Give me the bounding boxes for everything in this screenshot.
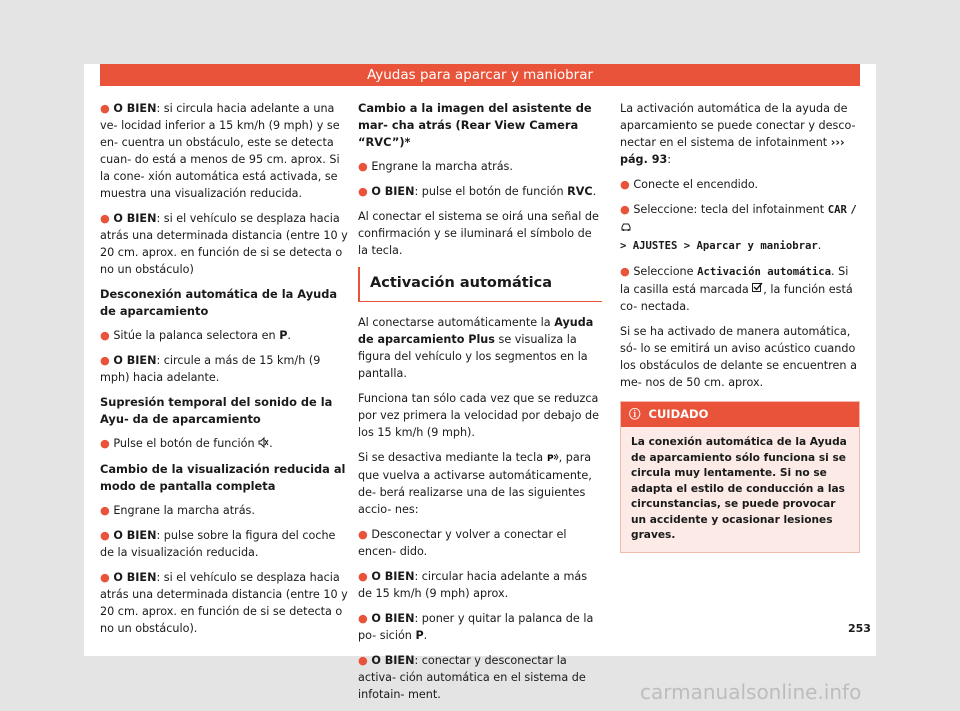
- text: /: [850, 204, 857, 216]
- warning-text: La conexión automática de la Ayuda de aparcamiento sólo funciona si se circula muy lentamente. Si no se adapta el estilo de conducción a las circunstancias, se puede provocar un accidente y ocasionar lesiones graves.: [631, 436, 847, 541]
- bullet-icon: ●: [100, 503, 110, 517]
- warning-icon: ⓘ: [629, 407, 641, 421]
- paragraph: [620, 176, 860, 193]
- text: .: [287, 329, 291, 342]
- paragraph: Al conectar el sistema se oirá una señal de confirmación y se iluminará el símbolo de la tecla.: [358, 210, 599, 257]
- bullet-icon: ●: [100, 329, 110, 342]
- bold-label: O BIEN: [113, 102, 157, 115]
- bullet-icon: ●: [100, 570, 110, 584]
- text: .: [269, 437, 273, 450]
- section-title: Activación automática: [358, 267, 602, 302]
- bullet-icon: ●: [100, 354, 110, 367]
- paragraph: [620, 100, 860, 168]
- bold-label: O BIEN: [371, 185, 415, 198]
- paragraph: [358, 568, 602, 602]
- bold-label: O BIEN: [371, 611, 415, 625]
- rvc-key-label: RVC: [567, 185, 593, 198]
- bullet-icon: ●: [100, 437, 110, 450]
- bullet-icon: ●: [358, 611, 368, 625]
- car-key-label: CAR: [827, 204, 847, 216]
- paragraph: [620, 263, 860, 316]
- warning-header: [621, 402, 859, 427]
- parking-key-icon: [547, 450, 559, 467]
- text: , para que vuelva a activarse automáticamente, de- berá realizarse una de las siguientes accio- nes:: [358, 451, 592, 516]
- subheading: Cambio a la imagen del asistente de mar- cha atrás (Rear View Camera “RVC”)*: [358, 101, 592, 149]
- text: Seleccione: [633, 264, 698, 278]
- text: Sitúe la palanca selectora en: [113, 329, 280, 342]
- text: se visualiza la figura del vehículo y los segmentos en la pantalla.: [358, 333, 588, 380]
- column-3: [620, 100, 860, 553]
- paragraph: [100, 210, 348, 278]
- bullet-icon: ●: [620, 178, 630, 191]
- text: Desconectar y volver a conectar el encen- dido.: [358, 527, 567, 558]
- paragraph: [100, 100, 348, 202]
- bold-label: O BIEN: [113, 528, 157, 542]
- text: .: [423, 628, 428, 642]
- paragraph: [358, 652, 602, 703]
- paragraph: [100, 327, 348, 344]
- bold-label: O BIEN: [113, 570, 157, 584]
- text: Al conectarse automáticamente la: [358, 316, 555, 329]
- text: . Si la casilla está marcada: [620, 264, 849, 296]
- text: Pulse el botón de función: [113, 437, 255, 450]
- paragraph: Funciona tan sólo cada vez que se reduzca por vez primera la velocidad por debajo de los 15 km/h (9 mph).: [358, 392, 600, 439]
- mute-sound-icon: [258, 436, 269, 453]
- bullet-icon: ●: [100, 528, 110, 542]
- paragraph: [100, 352, 348, 386]
- paragraph: [100, 569, 348, 637]
- paragraph: [620, 201, 860, 255]
- text: : pulse el botón de función: [414, 185, 568, 198]
- text: : si el vehículo se desplaza hacia atrás una determinada distancia (entre 10 y 20 cm. aprox. en función de si se detecta o no un obstáculo): [100, 212, 348, 276]
- text: La activación automática de la ayuda de aparcamiento se puede conectar y desco- nectar en el sistema de infotainment: [620, 102, 856, 149]
- text: :: [667, 153, 672, 166]
- car-icon: [620, 220, 632, 237]
- page-reference-link[interactable]: ››› pág. 93: [620, 136, 845, 166]
- bold-label: Ayuda de aparcamiento Plus: [358, 316, 594, 346]
- bullet-icon: ●: [358, 527, 368, 541]
- bold-label: O BIEN: [113, 212, 157, 225]
- subheading: Desconexión automática de la Ayuda de aparcamiento: [100, 287, 338, 318]
- paragraph: [100, 435, 348, 453]
- paragraph: [358, 183, 602, 200]
- bold-label: O BIEN: [113, 354, 157, 367]
- menu-path: > AJUSTES > Aparcar y maniobrar: [620, 239, 818, 252]
- checkbox-checked-icon: [752, 281, 763, 298]
- gear-label: P: [279, 329, 288, 342]
- bold-label: O BIEN: [371, 569, 415, 583]
- text: .: [817, 238, 822, 252]
- bullet-icon: ●: [358, 185, 368, 198]
- text: Engrane la marcha atrás.: [113, 503, 255, 517]
- text: : poner y quitar la palanca de la po- sición: [358, 611, 594, 642]
- text: : circular hacia adelante a más de 15 km/h (9 mph) aprox.: [358, 569, 588, 600]
- bullet-icon: ●: [358, 160, 368, 173]
- column-1: [100, 100, 348, 645]
- warning-box: [620, 401, 860, 553]
- bullet-icon: ●: [100, 212, 110, 225]
- svg-text:P: P: [546, 453, 554, 462]
- page-number: 253: [848, 622, 871, 635]
- paragraph: [100, 527, 348, 561]
- text: : conectar y desconectar la activa- ción automática en el sistema de infotain- ment.: [358, 653, 586, 701]
- gear-label: P: [415, 628, 424, 642]
- paragraph: [100, 502, 348, 519]
- bullet-icon: ●: [358, 569, 368, 583]
- bullet-icon: ●: [620, 264, 630, 278]
- paragraph: [358, 526, 602, 560]
- bold-label: O BIEN: [371, 653, 415, 667]
- watermark: carmanualsonline.info: [640, 680, 862, 704]
- text: Si se desactiva mediante la tecla: [358, 451, 544, 464]
- text: : pulse sobre la figura del coche de la visualización reducida.: [100, 528, 336, 559]
- subheading: Supresión temporal del sonido de la Ayu- da de aparcamiento: [100, 395, 333, 426]
- bullet-icon: ●: [358, 653, 368, 667]
- paragraph: [358, 610, 602, 644]
- text: .: [592, 185, 597, 198]
- paragraph: [358, 158, 602, 175]
- text: : si circula hacia adelante a una ve- locidad inferior a 15 km/h (9 mph) y se en- cuentra un obstáculo, este se detecta cuan- do está a menos de 95 cm. aprox. Si la cone- xión automática está activada, se muestra una visualización reducida.: [100, 102, 340, 200]
- menu-option: Activación automática: [697, 265, 832, 278]
- text: Conecte el encendido.: [633, 178, 759, 191]
- subheading: Cambio de la visualización reducida al modo de pantalla completa: [100, 461, 346, 493]
- paragraph: Si se ha activado de manera automática, só- lo se emitirá un aviso acústico cuando los obstáculos de delante se encuentren a me- nos de 50 cm. aprox.: [620, 325, 857, 389]
- page-header: Ayudas para aparcar y maniobrar: [100, 64, 860, 86]
- bullet-icon: ●: [620, 203, 630, 216]
- text: , la función está co- nectada.: [620, 282, 853, 313]
- text: Seleccione: tecla del infotainment: [633, 203, 825, 216]
- text: : si el vehículo se desplaza hacia atrás una determinada distancia (entre 10 y 20 cm. aprox. en función de si se detecta o no un obstáculo).: [100, 570, 348, 635]
- bullet-icon: ●: [100, 102, 110, 115]
- paragraph: [358, 314, 602, 382]
- text: Engrane la marcha atrás.: [371, 160, 513, 173]
- column-2: [358, 100, 602, 711]
- text: : circule a más de 15 km/h (9 mph) hacia adelante.: [100, 354, 321, 384]
- paragraph: [358, 449, 602, 518]
- warning-title: CUIDADO: [648, 407, 709, 421]
